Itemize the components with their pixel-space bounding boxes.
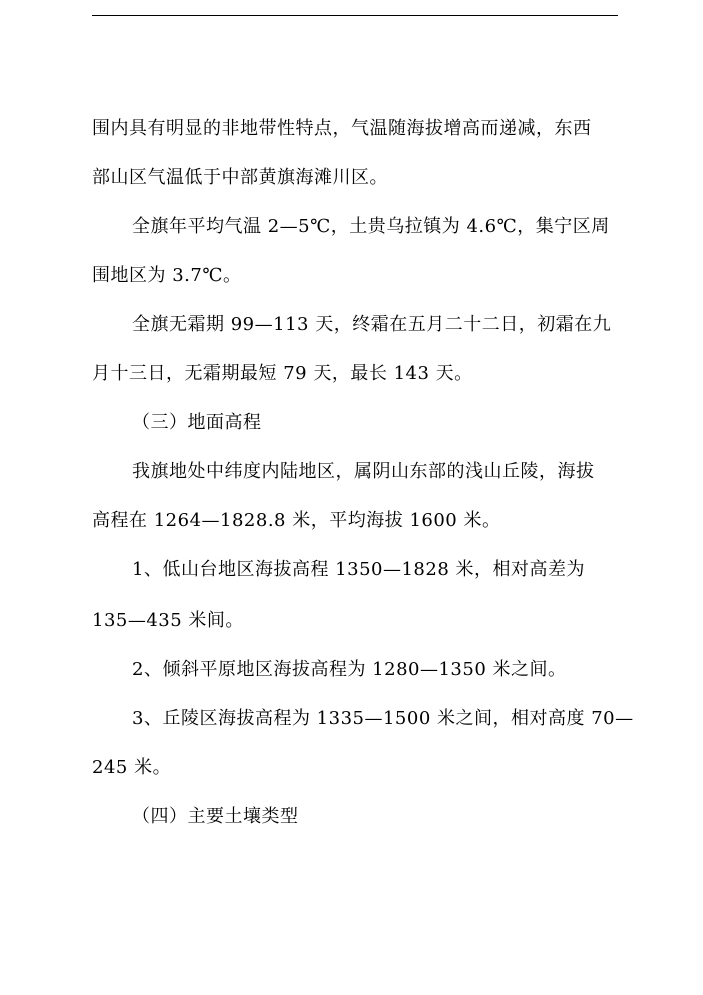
paragraph-line: 全旗无霜期 99—113 天，终霜在五月二十二日，初霜在九: [132, 314, 612, 335]
section-heading-4: （四）主要土壤类型: [132, 806, 299, 827]
paragraph-line: 围地区为 3.7℃。: [92, 265, 242, 286]
paragraph-line: 我旗地处中纬度内陆地区，属阴山东部的浅山丘陵，海拔: [132, 461, 595, 482]
list-item-2: 2、倾斜平原地区海拔高程为 1280—1350 米之间。: [132, 659, 567, 680]
header-rule: [92, 15, 618, 16]
paragraph-line: 部山区气温低于中部黄旗海滩川区。: [92, 167, 388, 188]
paragraph-line: 全旗年平均气温 2—5℃，土贵乌拉镇为 4.6℃，集宁区周: [132, 216, 610, 237]
paragraph-line: 月十三日，无霜期最短 79 天，最长 143 天。: [92, 363, 473, 384]
list-item-1: 1、低山台地区海拔高程 1350—1828 米，相对高差为: [132, 559, 586, 580]
paragraph-line: 高程在 1264—1828.8 米，平均海拔 1600 米。: [92, 510, 501, 531]
paragraph-line: 围内具有明显的非地带性特点，气温随海拔增高而递减，东西: [92, 118, 592, 139]
list-item-3-continued: 245 米。: [92, 757, 172, 778]
section-heading-3: （三）地面高程: [132, 412, 262, 433]
list-item-3: 3、丘陵区海拔高程为 1335—1500 米之间，相对高度 70—: [132, 708, 634, 729]
list-item-1-continued: 135—435 米间。: [92, 610, 244, 631]
